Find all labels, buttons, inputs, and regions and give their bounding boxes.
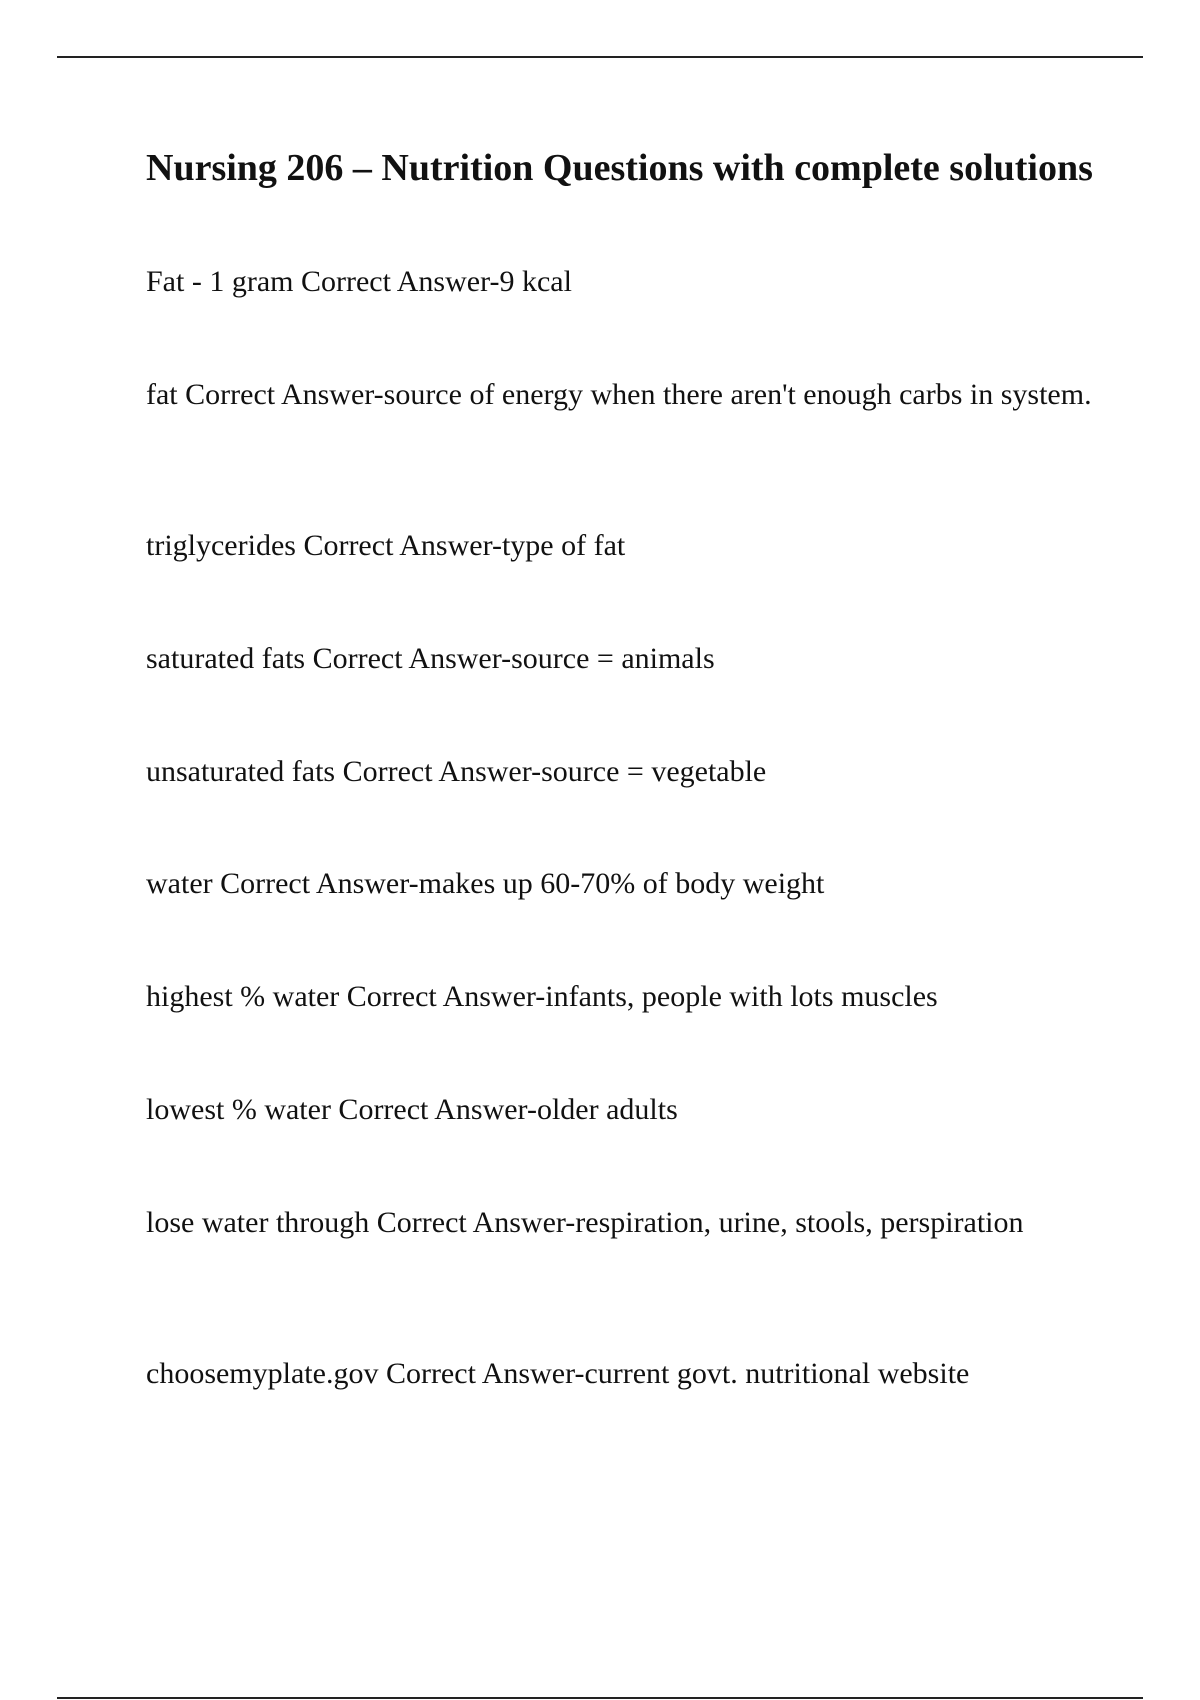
qa-item-saturated-fats: saturated fats Correct Answer-source = animals xyxy=(146,642,715,675)
qa-item-unsaturated-fats: unsaturated fats Correct Answer-source = vegetable xyxy=(146,755,767,788)
footer-rule xyxy=(57,1697,1143,1699)
qa-item-fat-gram: Fat - 1 gram Correct Answer-9 kcal xyxy=(146,265,572,298)
document-title: Nursing 206 – Nutrition Questions with complete solutions xyxy=(146,147,1093,189)
qa-item-highest-water: highest % water Correct Answer-infants, people with lots muscles xyxy=(146,980,938,1013)
qa-item-lose-water: lose water through Correct Answer-respiration, urine, stools, perspiration xyxy=(146,1206,1024,1239)
qa-item-lowest-water: lowest % water Correct Answer-older adults xyxy=(146,1093,678,1126)
header-rule xyxy=(57,56,1143,58)
qa-item-choosemyplate: choosemyplate.gov Correct Answer-current govt. nutritional website xyxy=(146,1357,970,1390)
qa-item-triglycerides: triglycerides Correct Answer-type of fat xyxy=(146,529,626,562)
qa-item-fat: fat Correct Answer-source of energy when there aren't enough carbs in system. xyxy=(146,378,1092,411)
qa-item-water: water Correct Answer-makes up 60-70% of body weight xyxy=(146,867,825,900)
